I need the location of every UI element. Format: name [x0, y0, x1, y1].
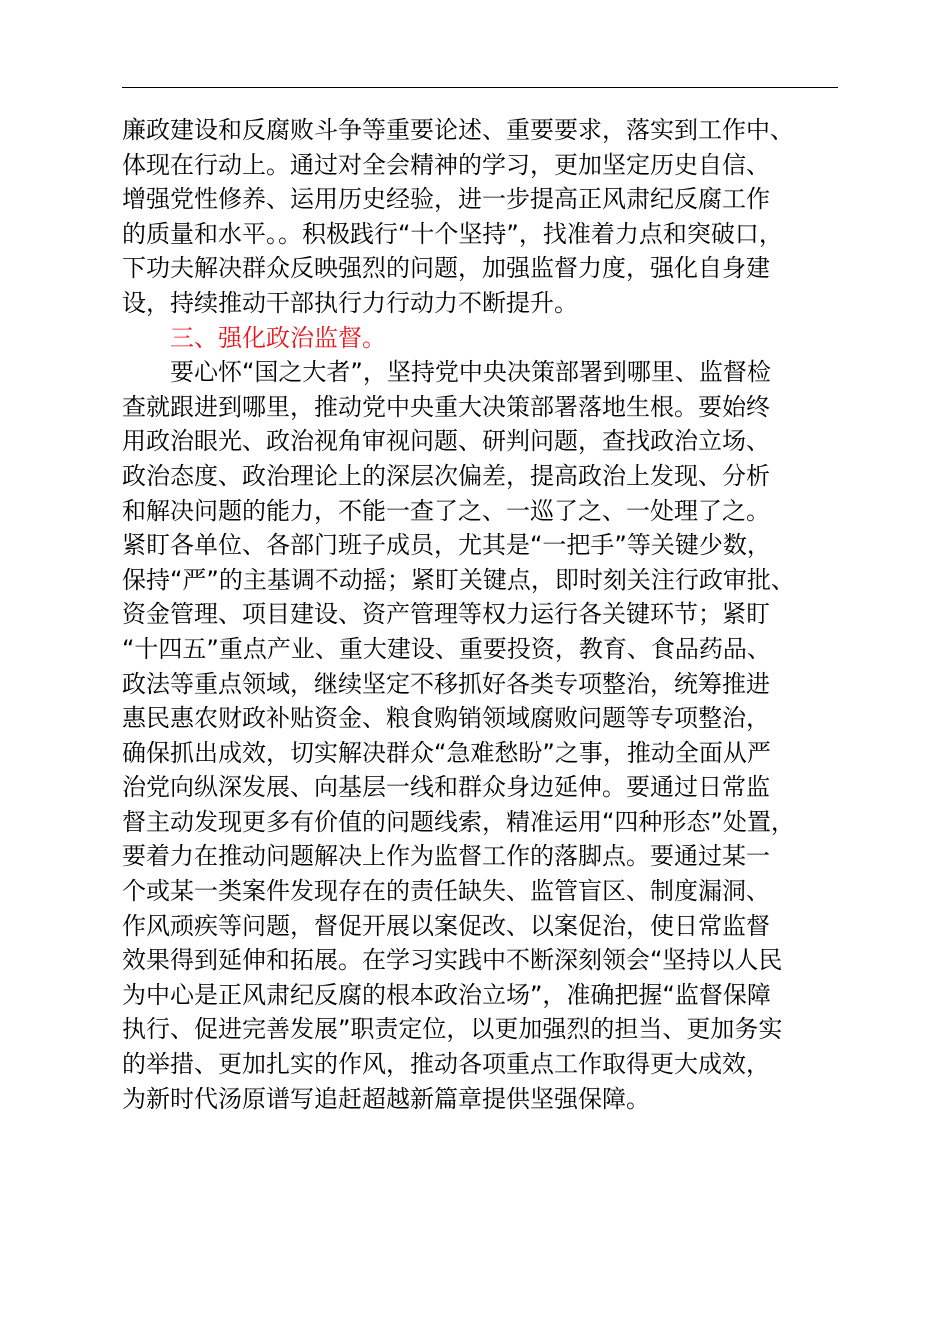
- paragraph-2-line: 政法等重点领域，继续坚定不移抓好各类专项整治，统筹推进: [122, 669, 770, 698]
- paragraph-2-line: 个或某一类案件发现存在的责任缺失、监管盲区、制度漏洞、: [122, 877, 770, 906]
- paragraph-1-line: 设，持续推动干部执行力行动力不断提升。: [122, 288, 578, 317]
- paragraph-2-line: 作风顽疾等问题，督促开展以案促改、以案促治，使日常监督: [122, 911, 770, 940]
- paragraph-2-line: 资金管理、项目建设、资产管理等权力运行各关键环节；紧盯: [122, 600, 770, 629]
- paragraph-2-line: 督主动发现更多有价值的问题线索，精准运用“四种形态”处置，: [122, 807, 795, 836]
- paragraph-2-line: 紧盯各单位、各部门班子成员，尤其是“一把手”等关键少数，: [122, 531, 771, 560]
- paragraph-2-line: 的举措、更加扎实的作风，推动各项重点工作取得更大成效，: [122, 1050, 770, 1079]
- paragraph-2-line: “十四五”重点产业、重大建设、重要投资，教育、食品药品、: [122, 634, 771, 663]
- paragraph-2-line: 政治态度、政治理论上的深层次偏差，提高政治上发现、分析: [122, 461, 770, 490]
- paragraph-2-line: 要着力在推动问题解决上作为监督工作的落脚点。要通过某一: [122, 842, 770, 871]
- paragraph-2-line: 保持“严”的主基调不动摇；紧盯关键点，即时刻关注行政审批、: [122, 565, 795, 594]
- paragraph-2-line: 治党向纵深发展、向基层一线和群众身边延伸。要通过日常监: [122, 773, 770, 802]
- paragraph-1-line: 增强党性修养、运用历史经验，进一步提高正风肃纪反腐工作: [122, 185, 770, 214]
- paragraph-2-line: 确保抓出成效，切实解决群众“急难愁盼”之事，推动全面从严: [122, 738, 771, 767]
- paragraph-1-line: 体现在行动上。通过对全会精神的学习，更加坚定历史自信、: [122, 150, 770, 179]
- paragraph-2-line: 惠民惠农财政补贴资金、粮食购销领域腐败问题等专项整治，: [122, 704, 770, 733]
- paragraph-1-line: 廉政建设和反腐败斗争等重要论述、重要要求，落实到工作中、: [122, 116, 794, 144]
- paragraph-2-line: 执行、促进完善发展”职责定位，以更加强烈的担当、更加务实: [122, 1015, 783, 1044]
- paragraph-2-line: 要心怀“国之大者”，坚持党中央决策部署到哪里、监督检: [170, 358, 771, 387]
- paragraph-2-line: 和解决问题的能力，不能一查了之、一巡了之、一处理了之。: [122, 496, 770, 525]
- header-rule: [122, 87, 838, 88]
- paragraph-1-line: 下功夫解决群众反映强烈的问题，加强监督力度，强化自身建: [122, 254, 770, 283]
- section-heading: 三、强化政治监督。: [170, 323, 386, 352]
- document-body: [122, 113, 840, 1116]
- paragraph-2-line: 效果得到延伸和拓展。在学习实践中不断深刻领会“坚持以人民: [122, 946, 783, 975]
- paragraph-1-line: 的质量和水平。。积极践行“十个坚持”，找准着力点和突破口，: [122, 219, 783, 248]
- paragraph-2-line: 为新时代汤原谱写追赶超越新篇章提供坚强保障。: [122, 1084, 650, 1113]
- paragraph-2-line: 查就跟进到哪里，推动党中央重大决策部署落地生根。要始终: [122, 392, 770, 421]
- paragraph-2-line: 用政治眼光、政治视角审视问题、研判问题，查找政治立场、: [122, 427, 770, 456]
- paragraph-2-line: 为中心是正风肃纪反腐的根本政治立场”，准确把握“监督保障: [122, 980, 771, 1009]
